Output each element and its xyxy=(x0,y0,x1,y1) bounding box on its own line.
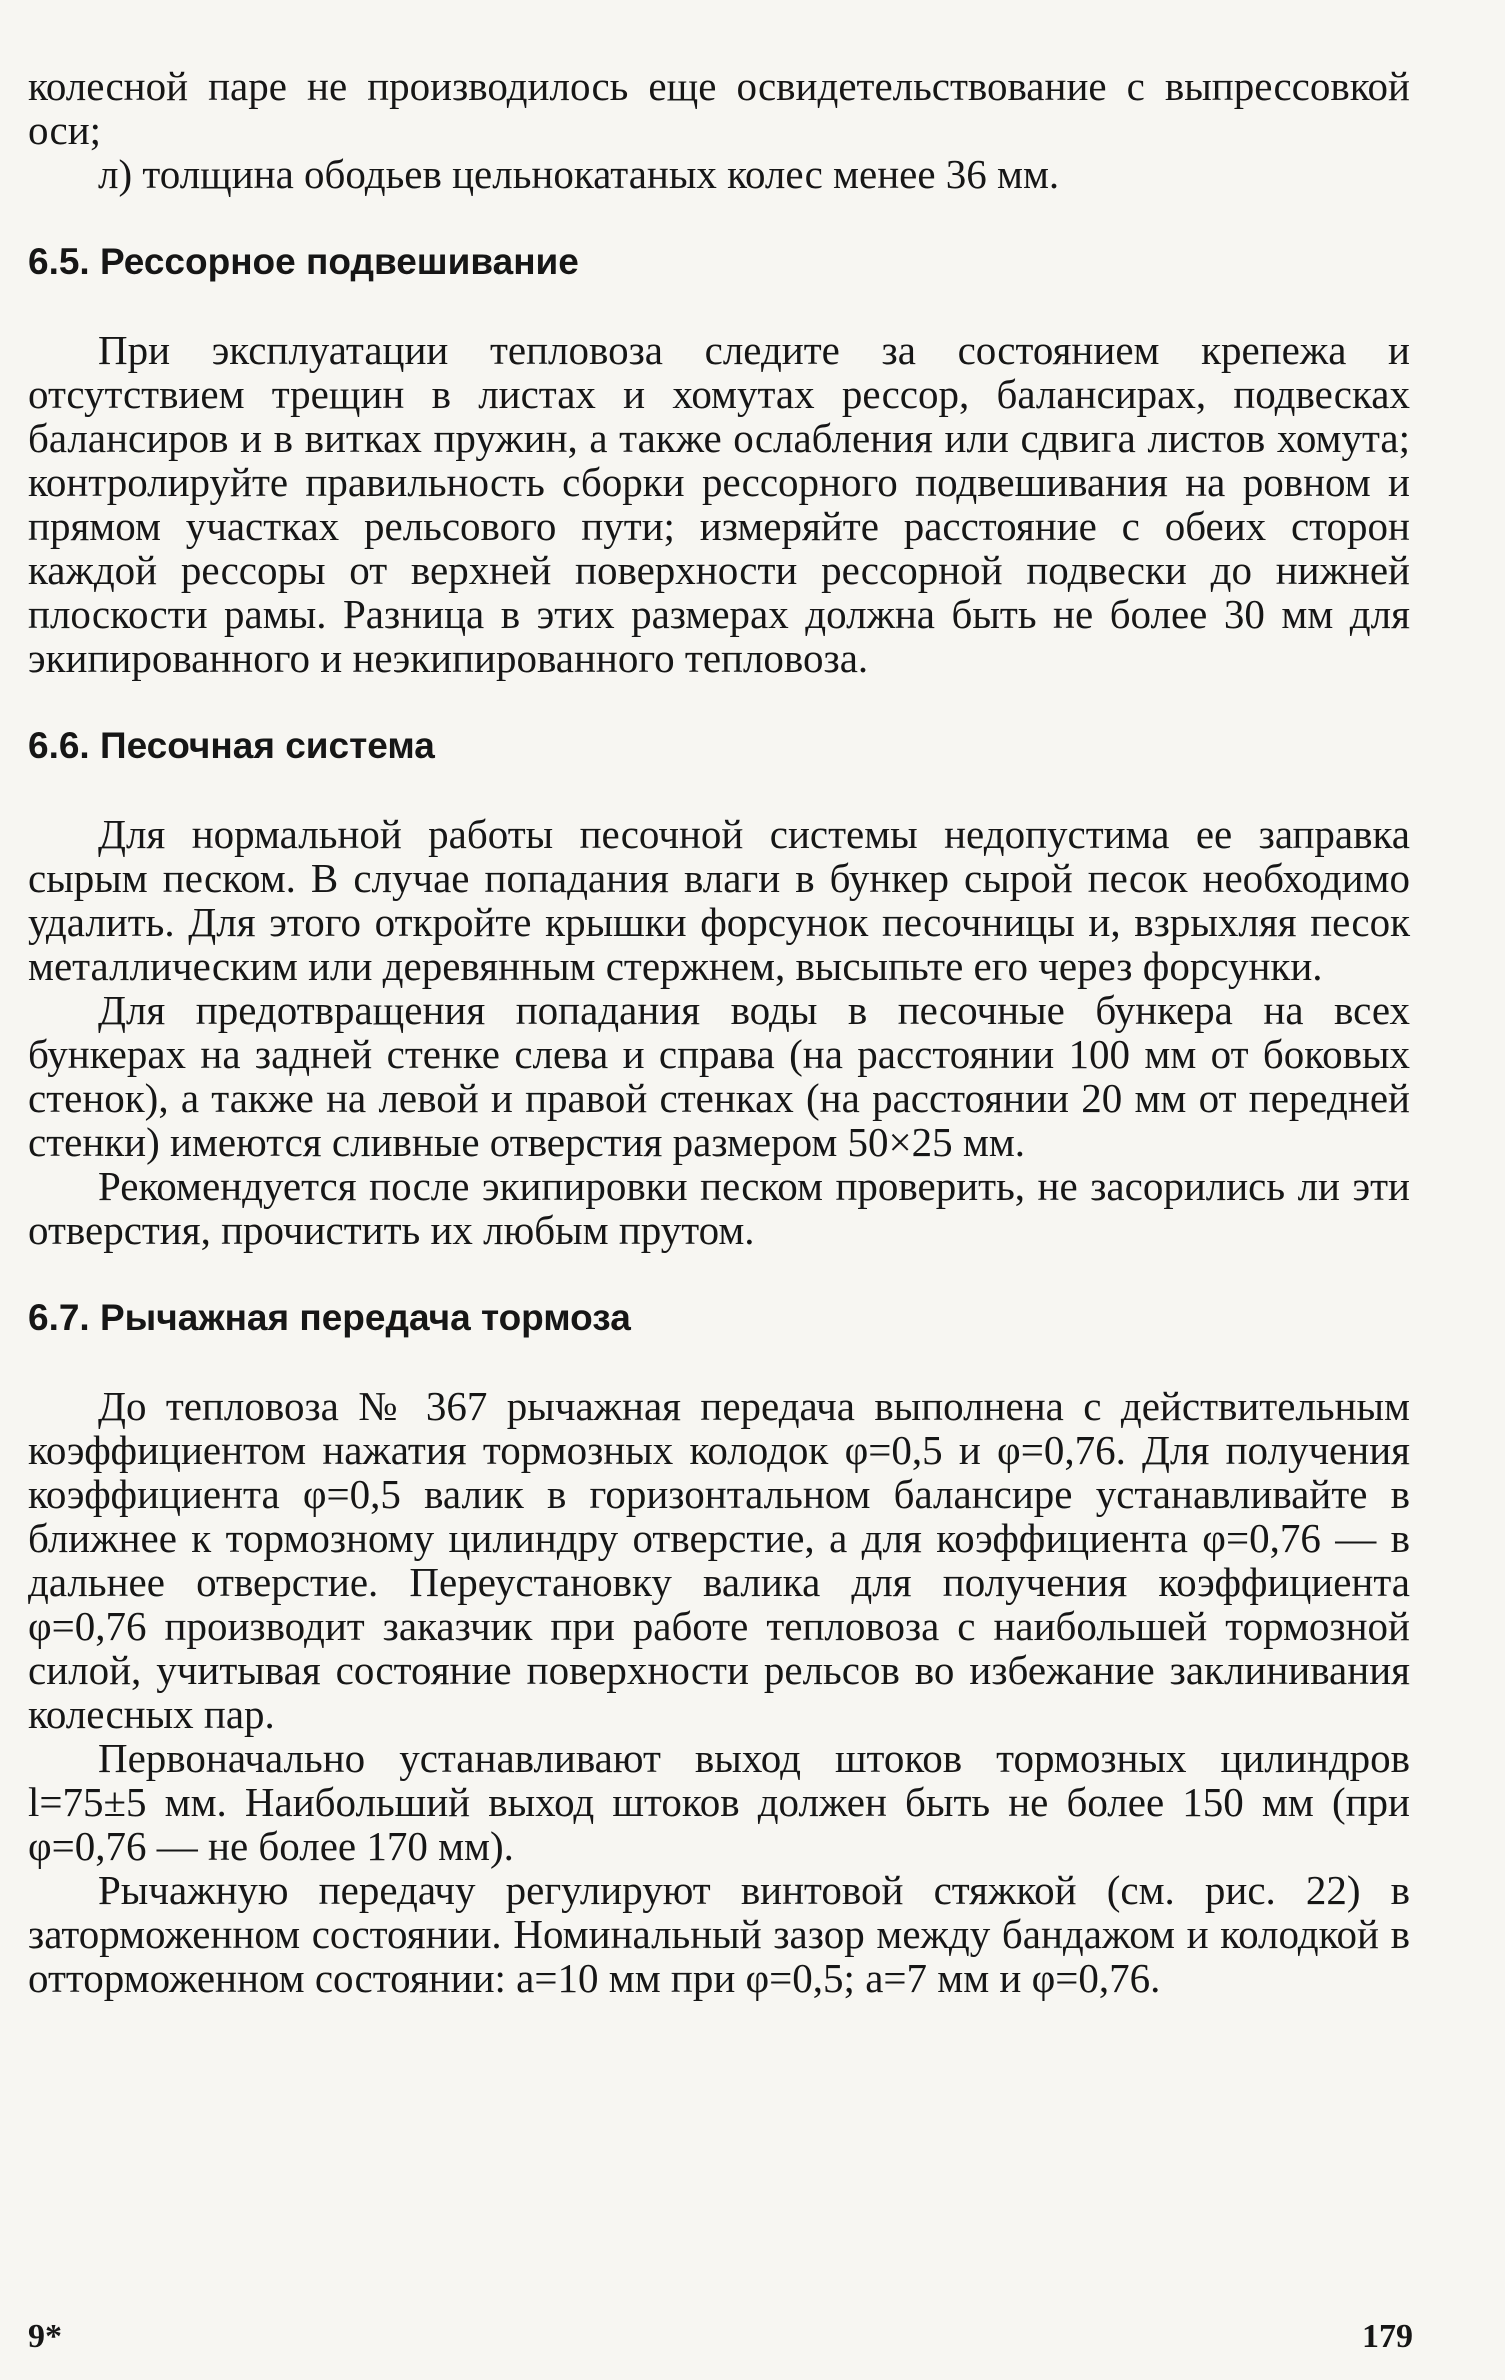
section-heading-6-6: 6.6. Песочная система xyxy=(28,725,435,766)
continuation-paragraph: колесной паре не производилось еще освидетельствование с выпрессовкой оси; xyxy=(28,63,1410,153)
paragraph-6-7-1: До тепловоза № 367 рычажная передача выполнена с действительным коэффициентом нажатия тормозных колодок φ=0,5 и φ=0,76. Для получения коэффициента φ=0,5 валик в горизонтальном балансире устанавливайте в ближнее к тормозному цилиндру отверстие, а для коэффициента φ=0,76 — в дальнее отверстие. Переустановку валика для получения коэффициента φ=0,76 производит заказчик при работе тепловоза с наибольшей тормозной силой, учитывая состояние поверхности рельсов во избежание заклинивания колесных пар. xyxy=(28,1383,1410,1737)
paragraph-6-6-3: Рекомендуется после экипировки песком проверить, не засорились ли эти отверстия, прочистить их любым прутом. xyxy=(28,1163,1410,1253)
paragraph-6-7-3: Рычажную передачу регулируют винтовой стяжкой (см. рис. 22) в заторможенном состоянии. Номинальный зазор между бандажом и колодкой в отторможенном состоянии: a=10 мм при φ=0,5; a=7 мм и φ=0,76. xyxy=(28,1867,1410,2001)
paragraph-6-6-2: Для предотвращения попадания воды в песочные бункера на всех бункерах на задней стенке слева и справа (на расстоянии 100 мм от боковых стенок), а также на левой и правой стенках (на расстоянии 20 мм от передней стенки) имеются сливные отверстия размером 50×25 мм. xyxy=(28,987,1410,1165)
signature-mark: 9* xyxy=(28,2318,62,2355)
paragraph-6-6-1: Для нормальной работы песочной системы недопустима ее заправка сырым песком. В случае попадания влаги в бункер сырой песок необходимо удалить. Для этого откройте крышки форсунок песочницы и, взрыхляя песок металлическим или деревянным стержнем, высыпьте его через форсунки. xyxy=(28,811,1410,989)
list-item-l: л) толщина ободьев цельнокатаных колес менее 36 мм. xyxy=(98,151,1060,197)
section-heading-6-5: 6.5. Рессорное подвешивание xyxy=(28,241,579,282)
paragraph-6-5-1: При эксплуатации тепловоза следите за состоянием крепежа и отсутствием трещин в листах и хомутах рессор, балансирах, подвесках балансиров и в витках пружин, а также ослабления или сдвига листов хомута; контролируйте правильность сборки рессорного подвешивания на ровном и прямом участках рельсового пути; измеряйте расстояние с обеих сторон каждой рессоры от верхней поверхности рессорной подвески до нижней плоскости рамы. Разница в этих размерах должна быть не более 30 мм для экипированного и неэкипированного тепловоза. xyxy=(28,327,1410,681)
paragraph-6-7-2: Первоначально устанавливают выход штоков тормозных цилиндров l=75±5 мм. Наибольший выход штоков должен быть не более 150 мм (при φ=0,76 — не более 170 мм). xyxy=(28,1735,1410,1869)
page-body xyxy=(28,64,1410,2000)
section-heading-6-7: 6.7. Рычажная передача тормоза xyxy=(28,1297,631,1338)
page-number: 179 xyxy=(1362,2318,1413,2355)
page-footer xyxy=(28,2318,1413,2356)
